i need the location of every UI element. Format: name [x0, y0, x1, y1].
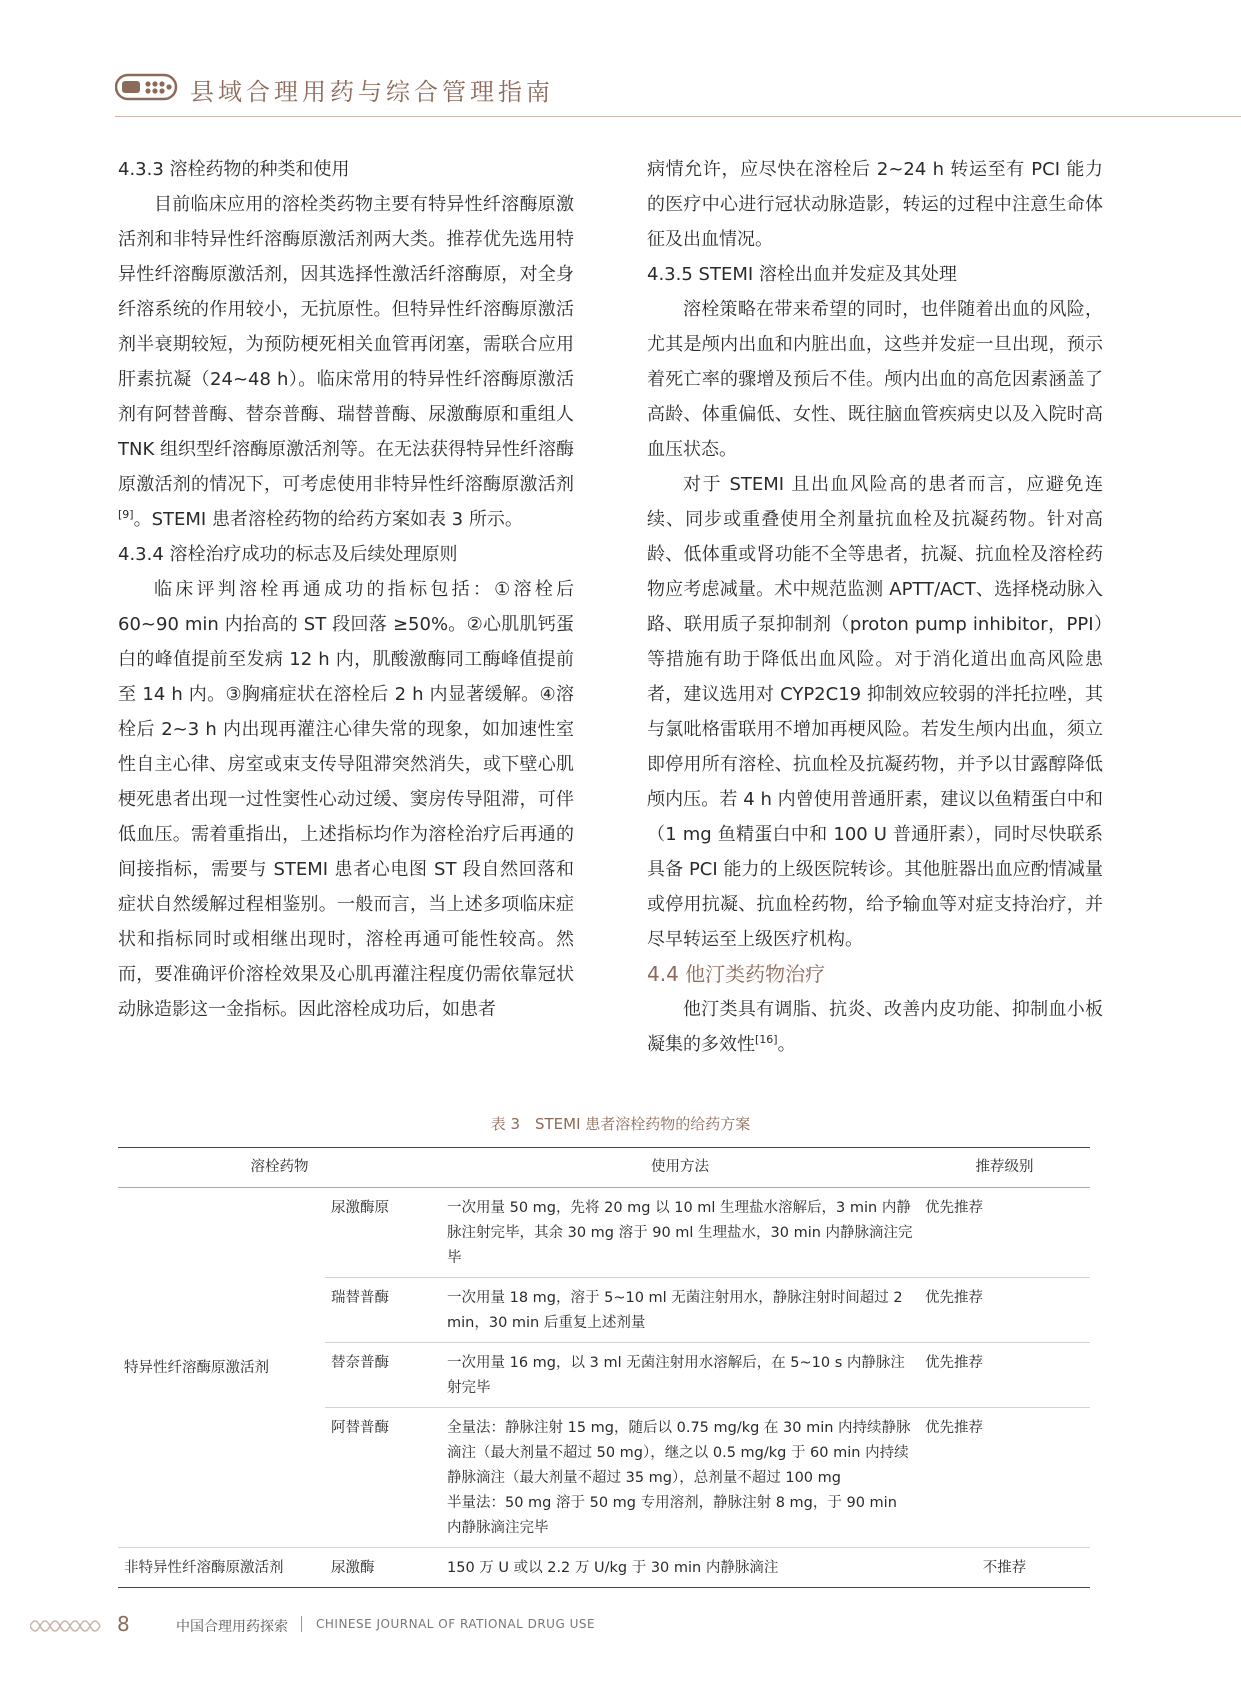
- header-method: 使用方法: [441, 1148, 919, 1188]
- group-cell-specific: 特异性纤溶酶原激活剂: [118, 1188, 325, 1548]
- header-grade: 推荐级别: [919, 1148, 1090, 1188]
- method-half-dose: 半量法：50 mg 溶于 50 mg 专用溶剂，静脉注射 8 mg，于 90 min 内静脉滴注完毕: [447, 1495, 897, 1536]
- drug-cell: 尿激酶: [325, 1548, 441, 1588]
- paragraph-text: 。STEMI 患者溶栓药物的给药方案如表 3 所示。: [133, 509, 523, 530]
- page-number: 8: [117, 1612, 130, 1636]
- drug-dosage-table: [118, 1147, 1090, 1588]
- paragraph-text: 。: [777, 1034, 796, 1055]
- journal-logo-icon: [115, 72, 179, 102]
- left-column: [118, 152, 574, 1027]
- section-heading-4-3-4: 4.3.4 溶栓治疗成功的标志及后续处理原则: [118, 544, 458, 565]
- method-full-dose: 全量法：静脉注射 15 mg，随后以 0.75 mg/kg 在 30 min 内持续静脉滴注（最大剂量不超过 50 mg），继之以 0.5 mg/kg 于 60 min 内持续静脉滴注（最大剂量不超过 35 mg），总剂量不超过 100 mg: [447, 1420, 911, 1486]
- table-row: [118, 1188, 1090, 1278]
- page-header: [0, 60, 1241, 130]
- drug-cell: 尿激酶原: [325, 1188, 441, 1278]
- right-column: [647, 152, 1103, 1062]
- grade-cell: 优先推荐: [919, 1343, 1090, 1408]
- grade-cell: 优先推荐: [919, 1408, 1090, 1548]
- drug-cell: 替奈普酶: [325, 1343, 441, 1408]
- method-cell: 一次用量 18 mg，溶于 5~10 ml 无菌注射用水，静脉注射时间超过 2 min，30 min 后重复上述剂量: [441, 1278, 919, 1343]
- grade-cell: 优先推荐: [919, 1188, 1090, 1278]
- decorative-wave-icon: [30, 1616, 110, 1636]
- grade-cell: 优先推荐: [919, 1278, 1090, 1343]
- paragraph-success-criteria: 临床评判溶栓再通成功的指标包括：①溶栓后 60~90 min 内抬高的 ST 段回落 ≥50%。②心肌肌钙蛋白的峰值提前至发病 12 h 内，肌酸激酶同工酶峰值提前至 14 h 内。③胸痛症状在溶栓后 2 h 内显著缓解。④溶栓后 2~3 h 内出现再灌注心律失常的现象，如加速性室性自主心律、房室或束支传导阻滞突然消失，或下壁心肌梗死患者出现一过性窦性心动过缓、窦房传导阻滞，可伴低血压。需着重指出，上述指标均作为溶栓治疗后再通的间接指标，需要与 STEMI 患者心电图 ST 段自然回落和症状自然缓解过程相鉴别。一般而言，当上述多项临床症状和指标同时或相继出现时，溶栓再通可能性较高。然而，要准确评价溶栓效果及心肌再灌注程度仍需依靠冠状动脉造影这一金指标。因此溶栓成功后，如患者: [118, 579, 574, 1020]
- citation: [9]: [118, 508, 134, 521]
- paragraph-statins: [647, 992, 1103, 1062]
- method-cell: [441, 1408, 919, 1548]
- method-cell: 150 万 U 或以 2.2 万 U/kg 于 30 min 内静脉滴注: [441, 1548, 919, 1588]
- journal-name-en: CHINESE JOURNAL OF RATIONAL DRUG USE: [316, 1617, 596, 1631]
- running-title: 县域合理用药与综合管理指南: [190, 78, 554, 106]
- paragraph-continuation: 病情允许，应尽快在溶栓后 2~24 h 转运至有 PCI 能力的医疗中心进行冠状动脉造影，转运的过程中注意生命体征及出血情况。: [647, 159, 1103, 250]
- paragraph-thrombolytic-types: [118, 187, 574, 537]
- header-rule: [115, 116, 1241, 117]
- section-heading-4-3-5: 4.3.5 STEMI 溶栓出血并发症及其处理: [647, 264, 957, 285]
- table-caption: 表 3 STEMI 患者溶栓药物的给药方案: [490, 1115, 751, 1133]
- footer-divider: [301, 1616, 302, 1632]
- paragraph-text: 他汀类具有调脂、抗炎、改善内皮功能、抑制血小板凝集的多效性: [647, 999, 1103, 1055]
- drug-cell: 阿替普酶: [325, 1408, 441, 1548]
- section-heading-4-4: 4.4 他汀类药物治疗: [647, 962, 826, 986]
- section-heading-4-3-3: 4.3.3 溶栓药物的种类和使用: [118, 159, 350, 180]
- paragraph-bleeding-risk: 溶栓策略在带来希望的同时，也伴随着出血的风险，尤其是颅内出血和内脏出血，这些并发症一旦出现，预示着死亡率的骤增及预后不佳。颅内出血的高危因素涵盖了高龄、体重偏低、女性、既往脑血管疾病史以及入院时高血压状态。: [647, 299, 1103, 460]
- drug-cell: 瑞替普酶: [325, 1278, 441, 1343]
- paragraph-bleeding-management: 对于 STEMI 且出血风险高的患者而言，应避免连续、同步或重叠使用全剂量抗血栓及抗凝药物。针对高龄、低体重或肾功能不全等患者，抗凝、抗血栓及溶栓药物应考虑减量。术中规范监测 APTT/ACT、选择桡动脉入路、联用质子泵抑制剂（proton pump inhibitor，PPI）等措施有助于降低出血风险。对于消化道出血高风险患者，建议选用对 CYP2C19 抑制效应较弱的泮托拉唑，其与氯吡格雷联用不增加再梗风险。若发生颅内出血，须立即停用所有溶栓、抗血栓及抗凝药物，并予以甘露醇降低颅内压。若 4 h 内曾使用普通肝素，建议以鱼精蛋白中和（1 mg 鱼精蛋白中和 100 U 普通肝素），同时尽快联系具备 PCI 能力的上级医院转诊。其他脏器出血应酌情减量或停用抗凝、抗血栓药物，给予输血等对症支持治疗，并尽早转运至上级医疗机构。: [647, 474, 1103, 950]
- method-cell: 一次用量 16 mg，以 3 ml 无菌注射用水溶解后，在 5~10 s 内静脉注射完毕: [441, 1343, 919, 1408]
- table-header-row: [118, 1148, 1090, 1188]
- page-footer: [0, 1612, 1241, 1642]
- paragraph-text: 目前临床应用的溶栓类药物主要有特异性纤溶酶原激活剂和非特异性纤溶酶原激活剂两大类。推荐优先选用特异性纤溶酶原激活剂，因其选择性激活纤溶酶原，对全身纤溶系统的作用较小，无抗原性。但特异性纤溶酶原激活剂半衰期较短，为预防梗死相关血管再闭塞，需联合应用肝素抗凝（24~48 h）。临床常用的特异性纤溶酶原激活剂有阿替普酶、替奈普酶、瑞替普酶、尿激酶原和重组人 TNK 组织型纤溶酶原激活剂等。在无法获得特异性纤溶酶原激活剂的情况下，可考虑使用非特异性纤溶酶原激活剂: [118, 194, 574, 495]
- journal-name-cn: 中国合理用药探索: [176, 1619, 288, 1635]
- group-cell-nonspecific: 非特异性纤溶酶原激活剂: [118, 1548, 325, 1588]
- method-cell: 一次用量 50 mg，先将 20 mg 以 10 ml 生理盐水溶解后，3 min 内静脉注射完毕，其余 30 mg 溶于 90 ml 生理盐水，30 min 内静脉滴注完毕: [441, 1188, 919, 1278]
- header-drug: 溶栓药物: [118, 1148, 441, 1188]
- citation: [16]: [755, 1033, 778, 1046]
- table-row: [118, 1548, 1090, 1588]
- grade-cell: 不推荐: [919, 1548, 1090, 1588]
